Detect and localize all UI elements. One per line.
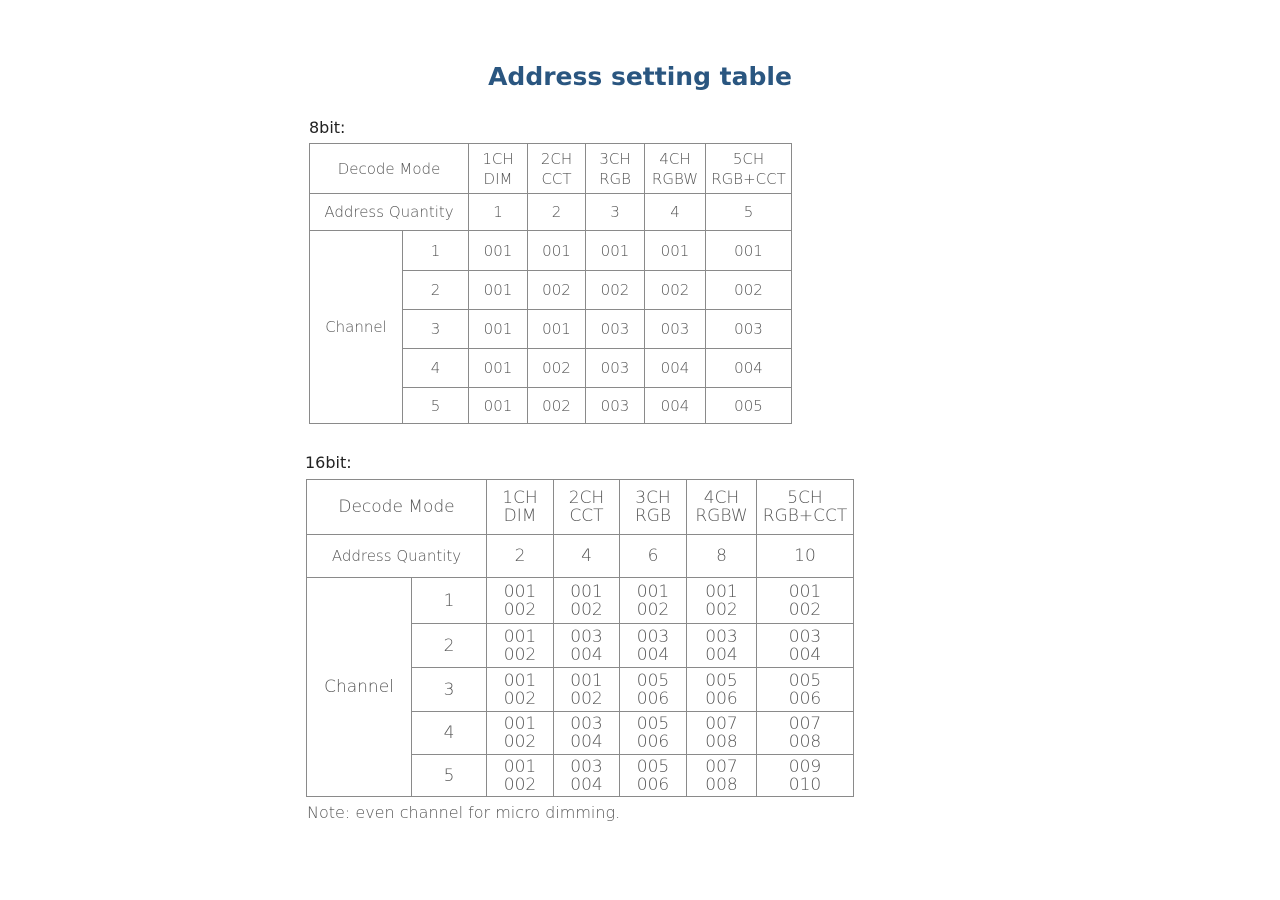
address-cell: 003 004 — [620, 624, 687, 668]
address-cell: 003 — [706, 310, 792, 349]
channel-number: 5 — [412, 755, 487, 797]
table-row — [307, 578, 854, 624]
mode-header: 5CH RGB+CCT — [706, 144, 792, 194]
address-cell: 002 — [528, 349, 586, 388]
channel-number: 3 — [412, 668, 487, 712]
footnote: Note: even channel for micro dimming. — [307, 803, 621, 822]
channel-number: 4 — [403, 349, 469, 388]
address-cell: 002 — [586, 271, 645, 310]
address-cell: 007 008 — [757, 712, 854, 755]
address-cell: 005 006 — [687, 668, 757, 712]
address-cell: 001 002 — [554, 668, 620, 712]
address-cell: 003 004 — [554, 755, 620, 797]
channel-label: Channel — [310, 231, 403, 424]
address-cell: 003 — [645, 310, 706, 349]
address-table-16bit — [306, 479, 854, 797]
address-cell: 001 — [528, 231, 586, 271]
page-title: Address setting table — [488, 62, 792, 91]
quantity-cell: 4 — [645, 194, 706, 231]
address-cell: 001 002 — [687, 578, 757, 624]
address-cell: 009 010 — [757, 755, 854, 797]
address-cell: 001 002 — [487, 578, 554, 624]
address-cell: 003 004 — [687, 624, 757, 668]
address-cell: 001 — [586, 231, 645, 271]
address-cell: 001 — [645, 231, 706, 271]
quantity-cell: 6 — [620, 535, 687, 578]
channel-number: 1 — [403, 231, 469, 271]
address-cell: 003 — [586, 349, 645, 388]
address-cell: 003 004 — [554, 624, 620, 668]
address-cell: 004 — [645, 349, 706, 388]
address-quantity-row — [307, 535, 854, 578]
address-cell: 005 006 — [757, 668, 854, 712]
quantity-cell: 3 — [586, 194, 645, 231]
address-cell: 001 002 — [757, 578, 854, 624]
quantity-cell: 1 — [469, 194, 528, 231]
address-cell: 004 — [645, 388, 706, 424]
table-16bit-label: 16bit: — [305, 453, 352, 472]
quantity-cell: 8 — [687, 535, 757, 578]
channel-number: 2 — [412, 624, 487, 668]
address-cell: 005 006 — [620, 712, 687, 755]
address-cell: 001 — [469, 231, 528, 271]
address-cell: 004 — [706, 349, 792, 388]
address-cell: 001 002 — [487, 755, 554, 797]
mode-header: 1CH DIM — [469, 144, 528, 194]
mode-header: 1CH DIM — [487, 480, 554, 535]
address-cell: 001 — [469, 349, 528, 388]
address-quantity-row — [310, 194, 792, 231]
address-cell: 007 008 — [687, 712, 757, 755]
address-cell: 001 — [469, 271, 528, 310]
address-cell: 005 006 — [620, 668, 687, 712]
address-cell: 005 006 — [620, 755, 687, 797]
address-cell: 001 — [706, 231, 792, 271]
address-cell: 001 — [469, 310, 528, 349]
channel-number: 3 — [403, 310, 469, 349]
address-quantity-label: Address Quantity — [307, 535, 487, 578]
decode-mode-label: Decode Mode — [310, 144, 469, 194]
address-cell: 001 — [528, 310, 586, 349]
channel-number: 4 — [412, 712, 487, 755]
mode-header: 2CH CCT — [554, 480, 620, 535]
quantity-cell: 5 — [706, 194, 792, 231]
mode-header: 4CH RGBW — [645, 144, 706, 194]
address-table-8bit — [309, 143, 792, 424]
decode-mode-label: Decode Mode — [307, 480, 487, 535]
address-cell: 003 004 — [757, 624, 854, 668]
address-quantity-label: Address Quantity — [310, 194, 469, 231]
address-cell: 001 002 — [487, 624, 554, 668]
address-cell: 001 002 — [554, 578, 620, 624]
address-cell: 002 — [706, 271, 792, 310]
address-cell: 005 — [706, 388, 792, 424]
table-header-row — [307, 480, 854, 535]
quantity-cell: 2 — [487, 535, 554, 578]
table-row — [310, 231, 792, 271]
channel-label: Channel — [307, 578, 412, 797]
mode-header: 3CH RGB — [586, 144, 645, 194]
table-8bit-label: 8bit: — [309, 118, 346, 137]
channel-number: 5 — [403, 388, 469, 424]
table-header-row — [310, 144, 792, 194]
address-cell: 003 — [586, 310, 645, 349]
address-cell: 001 002 — [620, 578, 687, 624]
mode-header: 3CH RGB — [620, 480, 687, 535]
address-cell: 002 — [528, 271, 586, 310]
mode-header: 2CH CCT — [528, 144, 586, 194]
mode-header: 4CH RGBW — [687, 480, 757, 535]
channel-number: 2 — [403, 271, 469, 310]
quantity-cell: 2 — [528, 194, 586, 231]
address-cell: 001 — [469, 388, 528, 424]
address-cell: 003 — [586, 388, 645, 424]
quantity-cell: 10 — [757, 535, 854, 578]
address-cell: 001 002 — [487, 668, 554, 712]
address-cell: 007 008 — [687, 755, 757, 797]
address-cell: 002 — [645, 271, 706, 310]
address-cell: 002 — [528, 388, 586, 424]
address-cell: 003 004 — [554, 712, 620, 755]
quantity-cell: 4 — [554, 535, 620, 578]
channel-number: 1 — [412, 578, 487, 624]
mode-header: 5CH RGB+CCT — [757, 480, 854, 535]
address-cell: 001 002 — [487, 712, 554, 755]
